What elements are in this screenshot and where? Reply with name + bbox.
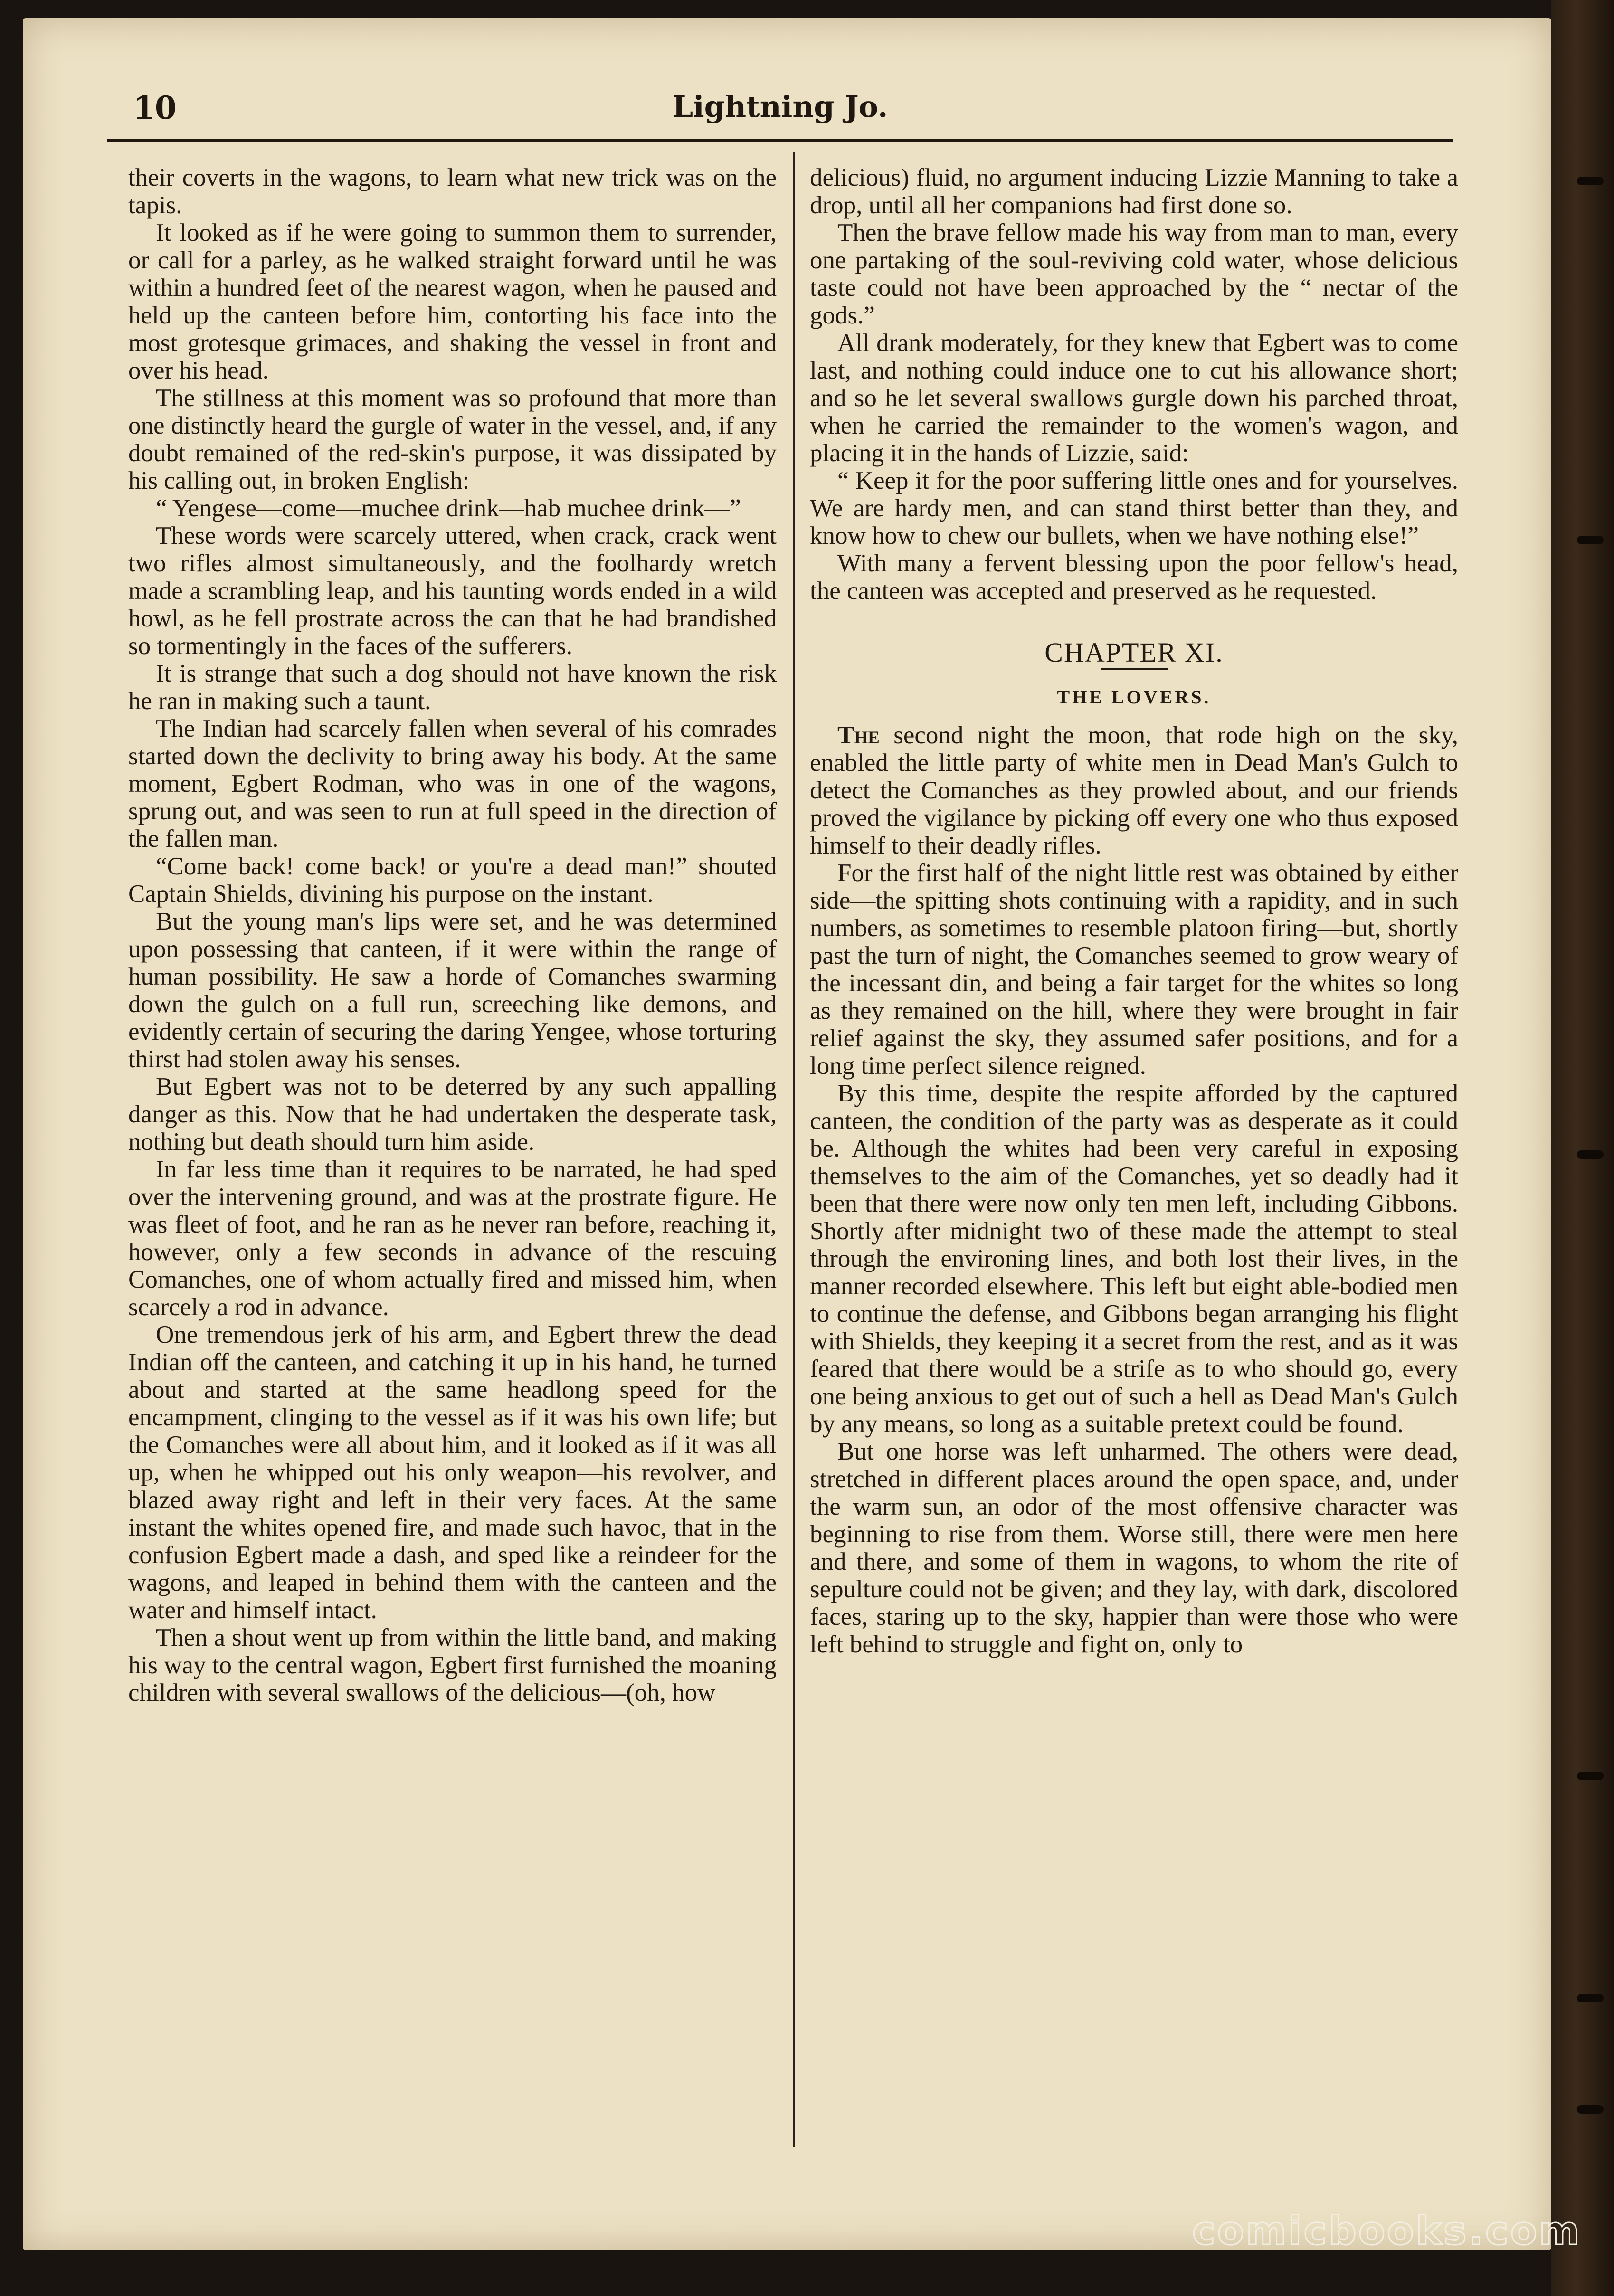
running-title: Lightning Jo.: [672, 89, 888, 124]
right-column: [810, 164, 1458, 1658]
paragraph: But Egbert was not to be deterred by any such appalling danger as this. Now that he had undertaken the desperate task, nothing but death should turn him aside.: [128, 1073, 777, 1156]
page-number: 10: [133, 89, 177, 126]
binding-stitch: [1577, 2105, 1604, 2114]
chapter-heading: CHAPTER XI.: [1044, 637, 1224, 668]
paragraph: Then the brave fellow made his way from man to man, every one partaking of the soul-reviving cold water, whose delicious taste could not have been approached by the “ nectar of the gods.”: [810, 219, 1458, 329]
chapter-first-paragraph: [810, 721, 1458, 859]
paragraph: But the young man's lips were set, and he was determined upon possessing that canteen, if it were within the range of human possibility. He saw a horde of Comanches swarming down the gulch on a full run, screeching like demons, and evidently certain of securing the daring Yengee, whose torturing thirst had stolen away his senses.: [128, 908, 777, 1073]
paragraph: “ Yengese—come—muchee drink—hab muchee drink—”: [156, 494, 741, 522]
column-divider: [793, 152, 795, 2147]
paragraph: “ Keep it for the poor suffering little ones and for yourselves. We are hardy men, and can stand thirst better than they, and know how to chew our bullets, when we have nothing else!”: [810, 467, 1458, 550]
binding-stitch: [1577, 177, 1604, 185]
paragraph: Then a shout went up from within the little band, and making his way to the central wagon, Egbert first furnished the moaning children with several swallows of the delicious—(oh, how: [128, 1624, 777, 1707]
chapter-rule: [1101, 668, 1168, 670]
paragraph: With many a fervent blessing upon the poor fellow's head, the canteen was accepted and preserved as he requested.: [810, 550, 1458, 605]
paragraph: It looked as if he were going to summon them to surrender, or call for a parley, as he walked straight forward until he was within a hundred feet of the nearest wagon, when he paused and held up the canteen before him, contorting his face into the most grotesque grimaces, and shaking the vessel in front and over his head.: [128, 219, 777, 384]
header-rule: [107, 139, 1453, 142]
paragraph: their coverts in the wagons, to learn what new trick was on the tapis.: [128, 164, 777, 219]
paragraph: “Come back! come back! or you're a dead man!” shouted Captain Shields, divining his purpose on the instant.: [128, 853, 777, 908]
chapter-lead-word: The: [837, 721, 880, 749]
paragraph: The stillness at this moment was so profound that more than one distinctly heard the gurgle of water in the vessel, and, if any doubt remained of the red-skin's purpose, it was dissipated by his calling out, in broken English:: [128, 384, 777, 494]
paragraph: By this time, despite the respite afforded by the captured canteen, the condition of the party was as desperate as it could be. Although the whites had been very careful in exposing themselves to the aim of the Comanches, yet so deadly had it been that there were now only ten men left, including Gibbons. Shortly after midnight two of these made the attempt to steal through the environing lines, and both lost their lives, in the manner recorded elsewhere. This left but eight able-bodied men to continue the defense, and Gibbons began arranging his flight with Shields, they keeping it a secret from the rest, and as it was feared that there would be a strife as to who should go, every one being anxious to get out of such a hell as Dead Man's Gulch by any means, so long as a suitable pretext could be found.: [810, 1080, 1458, 1438]
paragraph: These words were scarcely uttered, when crack, crack went two rifles almost simultaneously, and the foolhardy wretch made a scrambling leap, and his taunting words ended in a wild howl, as he fell prostrate across the can that he had brandished so tormentingly in the faces of the sufferers.: [128, 522, 777, 660]
binding-stitch: [1577, 536, 1604, 544]
paragraph: It is strange that such a dog should not have known the risk he ran in making such a taunt.: [128, 660, 777, 715]
chapter-subtitle: THE LOVERS.: [1057, 686, 1211, 708]
site-watermark: comicbooks.com: [1192, 2209, 1582, 2254]
paragraph: But one horse was left unharmed. The others were dead, stretched in different places around the open space, and, under the warm sun, an odor of the most offensive character was beginning to rise from them. Worse still, there were men here and there, and some of them in wagons, to whom the rite of sepulture could not be given; and they lay, with dark, discolored faces, staring up to the sky, happier than were those who were left behind to struggle and fight on, only to: [810, 1438, 1458, 1658]
page-spine-edge: [1551, 0, 1614, 2296]
binding-stitch: [1577, 1150, 1604, 1159]
paragraph: The Indian had scarcely fallen when several of his comrades started down the declivity to bring away his body. At the same moment, Egbert Rodman, who was in one of the wagons, sprung out, and was seen to run at full speed in the direction of the fallen man.: [128, 715, 777, 853]
page-header: [107, 80, 1453, 132]
paragraph: For the first half of the night little rest was obtained by either side—the spitting shots continuing with a rapidity, and in such numbers, as sometimes to resemble platoon firing—but, shortly past the turn of night, the Comanches seemed to grow weary of the incessant din, and being a fair target for the whites so long as they remained on the hill, where they were brought in fair relief against the sky, they assumed safer positions, and for a long time perfect silence reigned.: [810, 859, 1458, 1080]
paragraph: In far less time than it requires to be narrated, he had sped over the intervening ground, and was at the prostrate figure. He was fleet of foot, and he ran as he never ran before, reaching it, however, only a few seconds in advance of the rescuing Comanches, one of whom actually fired and missed him, when scarcely a rod in advance.: [128, 1156, 777, 1321]
binding-stitch: [1577, 1994, 1604, 2002]
chapter-first-paragraph-text: second night the moon, that rode high on the sky, enabled the little party of white men in Dead Man's Gulch to detect the Comanches as they prowled about, and our friends proved the vigilance by picking off every one who thus exposed himself to their deadly rifles.: [810, 721, 1458, 859]
paragraph: delicious) fluid, no argument inducing Lizzie Manning to take a drop, until all her companions had first done so.: [810, 164, 1458, 219]
left-column: [128, 164, 777, 1707]
paragraph: One tremendous jerk of his arm, and Egbert threw the dead Indian off the canteen, and catching it up in his hand, he turned about and started at the same headlong speed for the encampment, clinging to the vessel as if it was his own life; but the Comanches were all about him, and it looked as if it was all up, when he whipped out his only weapon—his revolver, and blazed away right and left in their very faces. At the same instant the whites opened fire, and made such havoc, that in the confusion Egbert made a dash, and sped like a reindeer for the wagons, and leaped in behind them with the canteen and the water and himself intact.: [128, 1321, 777, 1624]
binding-stitch: [1577, 1772, 1604, 1780]
paragraph: All drank moderately, for they knew that Egbert was to come last, and nothing could induce one to cut his allowance short; and so he let several swallows gurgle down his parched throat, when he carried the remainder to the women's wagon, and placing it in the hands of Lizzie, said:: [810, 329, 1458, 467]
